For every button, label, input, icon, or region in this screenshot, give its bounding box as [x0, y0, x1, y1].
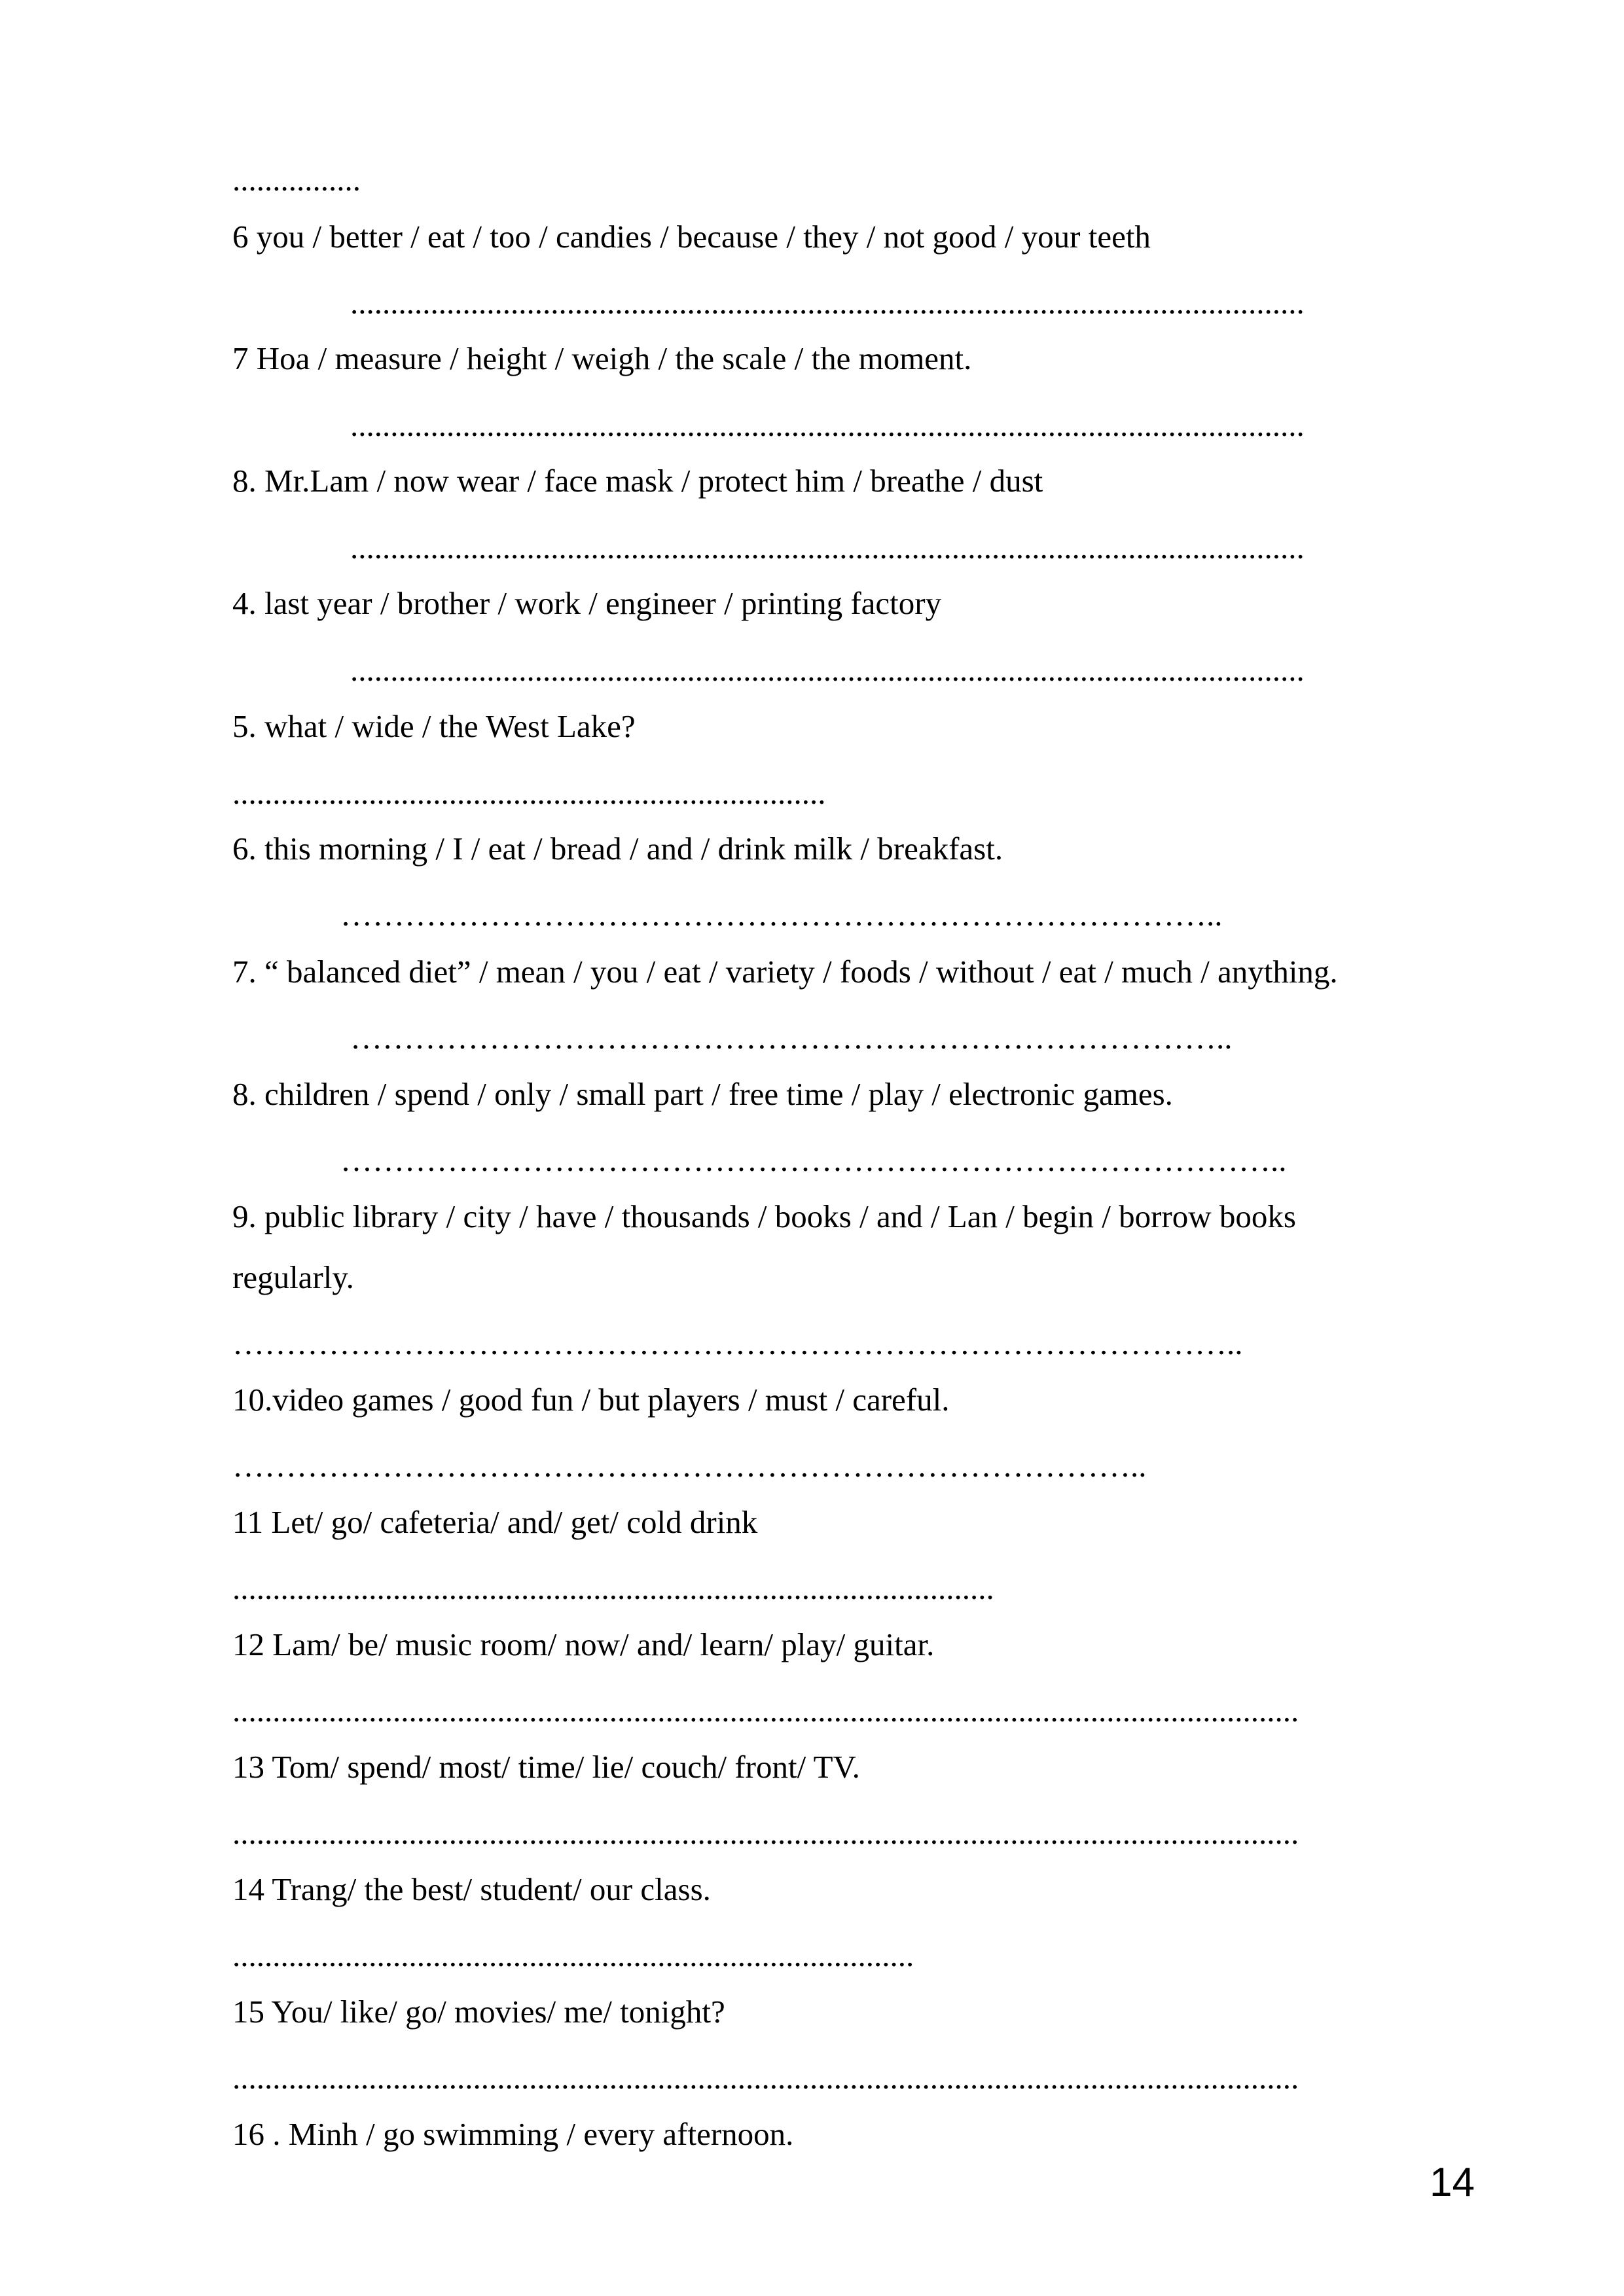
exercise-prompt-continuation: regularly.	[232, 1259, 354, 1295]
answer-line: …………………………………………………………………………..	[232, 1448, 1147, 1484]
exercise-prompt: 8. children / spend / only / small part / free time / play / electronic games.	[232, 1076, 1173, 1112]
answer-line: .......................................................................................................................	[350, 285, 1305, 321]
exercise-prompt: 12 Lam/ be/ music room/ now/ and/ learn/ play/ guitar.	[232, 1626, 935, 1662]
answer-line: ………………………………………………………………………..	[350, 1020, 1233, 1056]
exercise-prompt: 10.video games / good fun / but players / must / careful.	[232, 1382, 950, 1418]
exercise-prompt: 5. what / wide / the West Lake?	[232, 708, 636, 744]
exercise-prompt: 14 Trang/ the best/ student/ our class.	[232, 1871, 711, 1907]
exercise-prompt: 4. last year / brother / work / engineer / printing factory	[232, 585, 942, 621]
answer-line: .......................................................................................................................	[350, 529, 1305, 565]
answer-line: ……………………………………………………………………………..	[340, 1142, 1287, 1178]
answer-line-top: ................	[232, 162, 361, 198]
answer-line: .....................................................................................	[232, 1937, 914, 1973]
answer-line: .......................................................................................................................	[350, 407, 1305, 443]
page-number: 14	[1430, 2160, 1475, 2205]
exercise-prompt: 9. public library / city / have / thousands / books / and / Lan / begin / borrow books	[232, 1198, 1296, 1234]
answer-line: .......................................................................................................................	[350, 652, 1305, 688]
exercise-prompt: 7. “ balanced diet” / mean / you / eat / variety / foods / without / eat / much / anything.	[232, 954, 1338, 990]
answer-line: …………………………………………………………………………………..	[232, 1325, 1243, 1361]
exercise-prompt: 6 you / better / eat / too / candies / because / they / not good / your teeth	[232, 219, 1151, 255]
exercise-prompt: 15 You/ like/ go/ movies/ me/ tonight?	[232, 1994, 725, 2030]
answer-line: .....................................................................................................................................	[232, 2060, 1299, 2096]
answer-line: ...............................................................................................	[232, 1570, 994, 1606]
exercise-prompt: 8. Mr.Lam / now wear / face mask / protect him / breathe / dust	[232, 463, 1043, 499]
exercise-prompt: 16 . Minh / go swimming / every afternoon.	[232, 2116, 794, 2152]
answer-line: ………………………………………………………………………..	[340, 897, 1223, 933]
answer-line: .....................................................................................................................................	[232, 1693, 1299, 1729]
answer-line: .....................................................................................................................................	[232, 1815, 1299, 1851]
answer-line: ..........................................................................	[232, 775, 826, 811]
exercise-prompt: 13 Tom/ spend/ most/ time/ lie/ couch/ front/ TV.	[232, 1749, 860, 1785]
exercise-prompt: 6. this morning / I / eat / bread / and / drink milk / breakfast.	[232, 831, 1003, 867]
exercise-prompt: 7 Hoa / measure / height / weigh / the scale / the moment.	[232, 340, 972, 376]
exercise-prompt: 11 Let/ go/ cafeteria/ and/ get/ cold drink	[232, 1504, 758, 1540]
